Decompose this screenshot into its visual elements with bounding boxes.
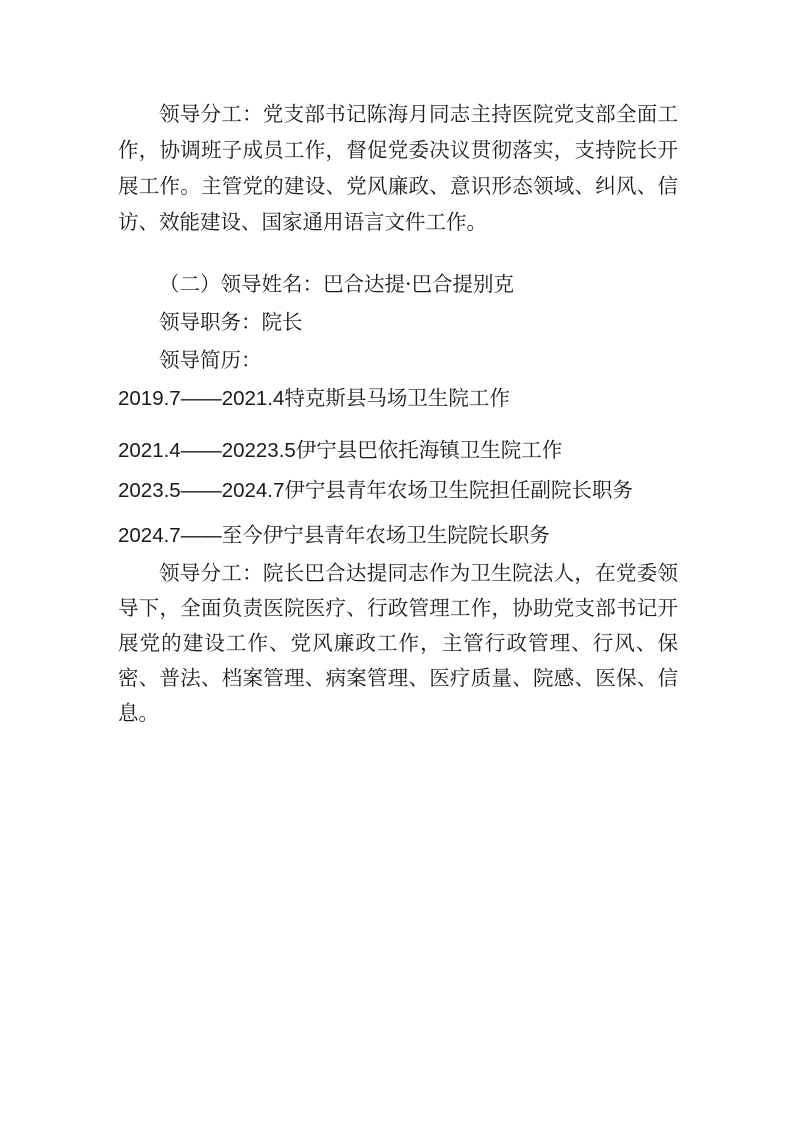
resume-entry — [118, 518, 678, 552]
resume-entry — [118, 381, 678, 415]
resume-period: 2024.7—— — [118, 524, 222, 547]
resume-heading: 领导简历： — [159, 348, 262, 372]
resume-entry — [118, 433, 678, 467]
duties-paragraph-secretary: 领导分工：党支部书记陈海月同志主持医院党支部全面工作，协调班子成员工作，督促党委决议贯彻落实，支持院长开展工作。主管党的建设、党风廉政、意识形态领域、纠风、信访、效能建设、国家通用语言文件工作。 — [118, 102, 678, 234]
resume-detail: 伊宁县巴依托海镇卫生院工作 — [295, 438, 563, 462]
resume-detail: 特克斯县马场卫生院工作 — [284, 386, 510, 410]
resume-detail: 伊宁县青年农场卫生院担任副院长职务 — [284, 478, 633, 502]
section2 — [118, 267, 678, 731]
leader-name-line: （二）领导姓名：巴合达提·巴合提别克 — [159, 272, 515, 296]
resume-period: 2019.7——2021.4 — [118, 387, 285, 410]
resume-entry — [118, 471, 678, 510]
resume-detail: 至今伊宁县青年农场卫生院院长职务 — [221, 523, 550, 547]
duties-paragraph-president: 领导分工：院长巴合达提同志作为卫生院法人，在党委领导下，全面负责医院医疗、行政管理工作，协助党支部书记开展党的建设工作、党风廉政工作，主管行政管理、行风、保密、普法、档案管理、病案管理、医疗质量、院感、医保、信息。 — [118, 561, 678, 725]
leader-position-line: 领导职务：院长 — [159, 310, 303, 334]
section1 — [118, 96, 678, 240]
resume-period: 2021.4——20223.5 — [118, 439, 296, 462]
resume-period: 2023.5——2024.7 — [118, 479, 285, 502]
